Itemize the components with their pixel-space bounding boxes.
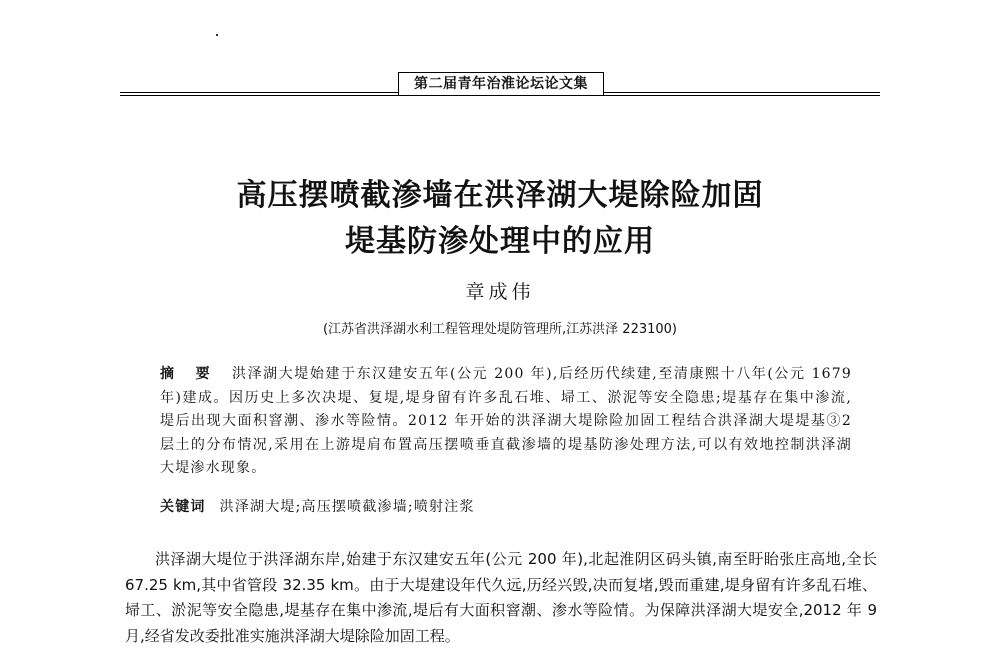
collection-header: 第二届青年治淮论坛论文集 [398, 72, 604, 95]
keywords [160, 496, 852, 518]
abstract-text: 洪泽湖大堤始建于东汉建安五年(公元 200 年),后经历代续建,至清康熙十八年(公元 1679 年)建成。因历史上多次决堤、复堤,堤身留有许多乱石堆、埽工、淤泥等安全隐患;堤基存在集中渗流,堤后出现大面积窨潮、渗水等险情。2012 年开始的洪泽湖大堤除险加固工程结合洪泽湖大堤堤基③2层土的分布情况,采用在上游堤肩布置高压摆喷垂直截渗墙的堤基防渗处理方法,可以有效地控制洪泽湖大堤渗水现象。 [160, 366, 852, 476]
body-paragraph: 洪泽湖大堤位于洪泽湖东岸,始建于东汉建安五年(公元 200 年),北起淮阴区码头镇,南至盱眙张庄高地,全长 67.25 km,其中省管段 32.35 km。由于大堤建设年代久远,历经兴毁,决而复堵,毁而重建,堤身留有许多乱石堆、埽工、淤泥等安全隐患,堤基存在集中渗流,堤后有大面积窨潮、渗水等险情。为保障洪泽湖大堤安全,2012 年 9 月,经省发改委批准实施洪泽湖大堤除险加固工程。 [125, 550, 877, 645]
author-affiliation: (江苏省洪泽湖水利工程管理处堤防管理所,江苏洪泽 223100) [322, 322, 678, 337]
abstract-label: 摘 要 [160, 366, 218, 382]
scan-speck [216, 34, 218, 36]
paper-title-line-1: 高压摆喷截渗墙在洪泽湖大堤除险加固 [236, 178, 764, 213]
keywords-text: 洪泽湖大堤;高压摆喷截渗墙;喷射注浆 [219, 499, 475, 515]
abstract [160, 363, 852, 481]
keywords-label: 关键词 [160, 499, 206, 515]
author-name: 章成伟 [465, 281, 535, 303]
paper-title-line-2: 堤基防渗处理中的应用 [345, 224, 655, 259]
